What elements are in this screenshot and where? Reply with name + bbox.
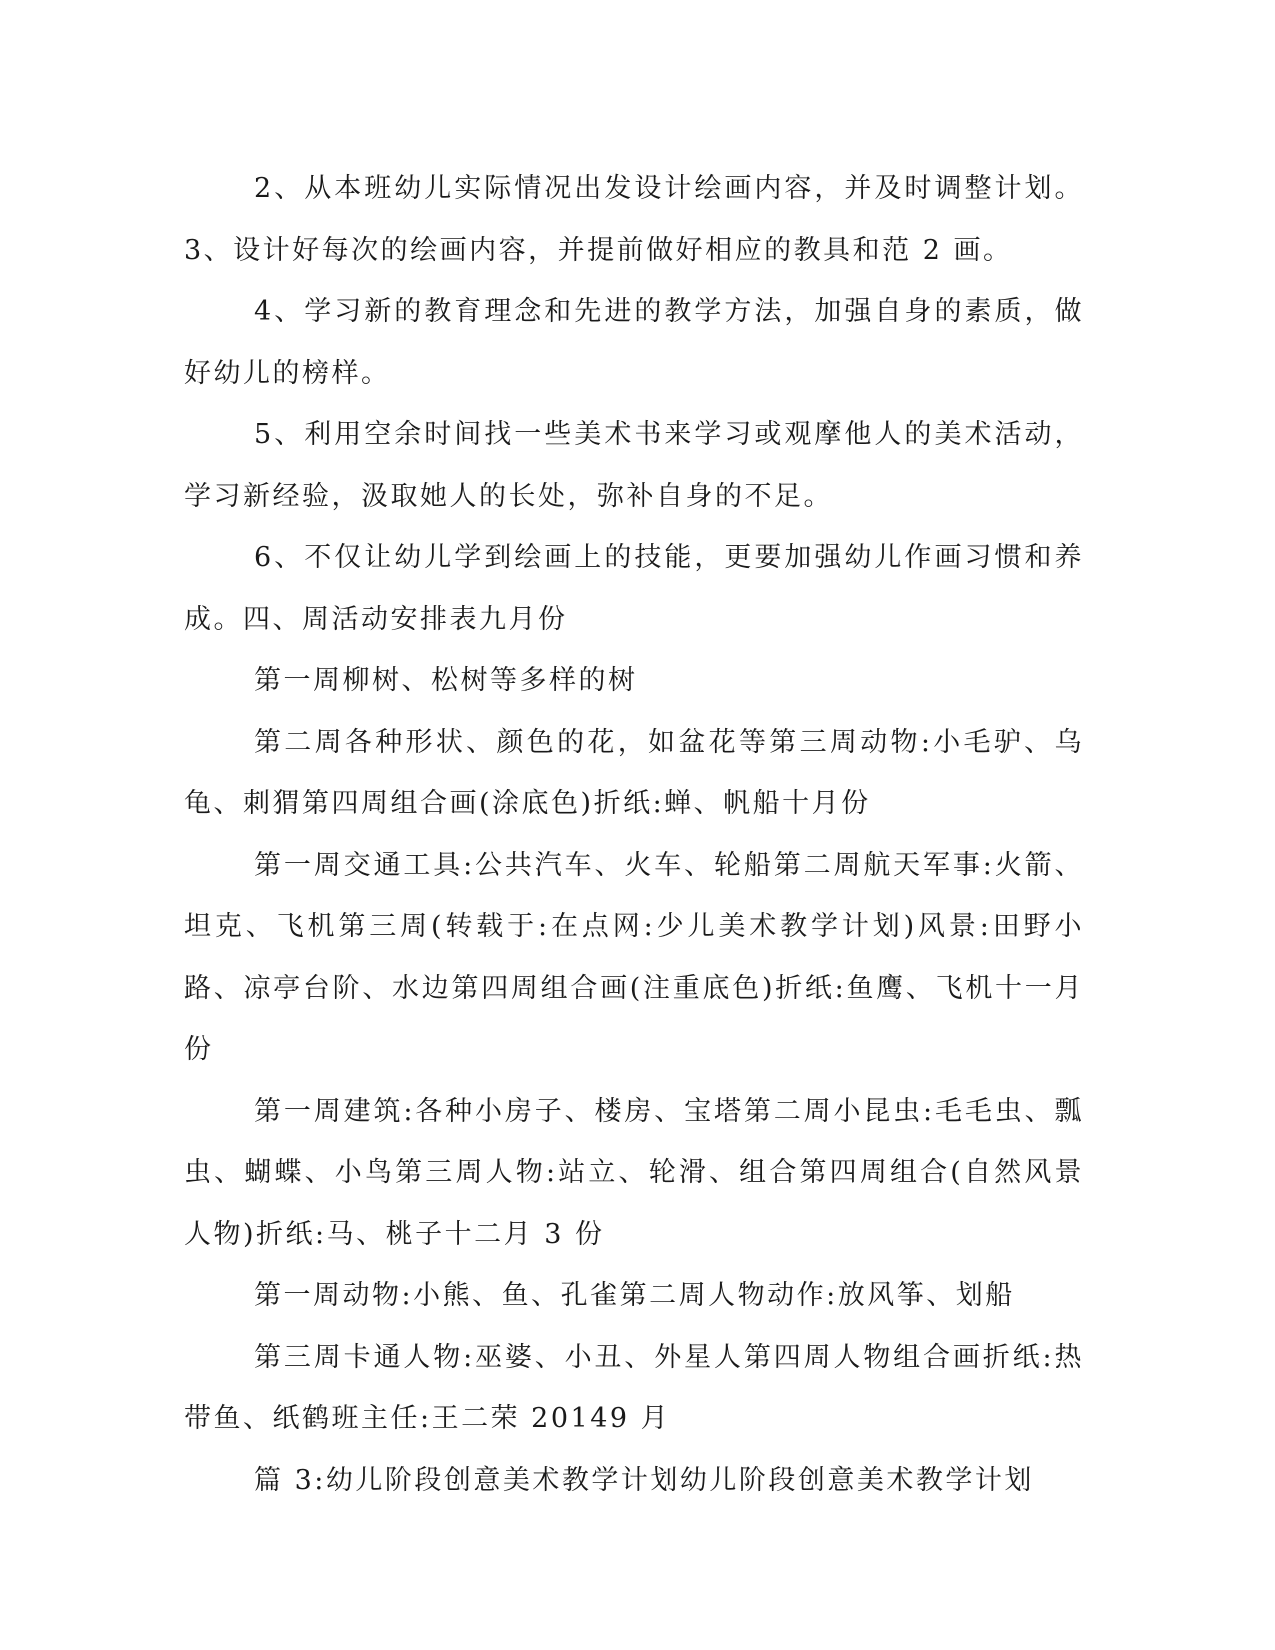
paragraph-2: 4、学习新的教育理念和先进的教学方法，加强自身的素质，做好幼儿的榜样。	[184, 296, 1084, 389]
paragraph-11: 篇 3:幼儿阶段创意美术教学计划幼儿阶段创意美术教学计划	[254, 1464, 1034, 1496]
paragraph-7: 第一周交通工具:公共汽车、火车、轮船第二周航天军事:火箭、坦克、飞机第三周(转载于:在点网:少儿美术教学计划)风景:田野小路、凉亭台阶、水边第四周组合画(注重底色)折纸:鱼鹰、飞机十一月份	[184, 849, 1084, 1065]
paragraph-6: 第二周各种形状、颜色的花，如盆花等第三周动物:小毛驴、乌龟、刺猬第四周组合画(涂底色)折纸:蝉、帆船十月份	[184, 726, 1084, 819]
paragraph-9: 第一周动物:小熊、鱼、孔雀第二周人物动作:放风筝、划船	[254, 1280, 1015, 1311]
paragraph-4: 6、不仅让幼儿学到绘画上的技能，更要加强幼儿作画习惯和养成。四、周活动安排表九月份	[184, 542, 1084, 635]
paragraph-10: 第三周卡通人物:巫婆、小丑、外星人第四周人物组合画折纸:热带鱼、纸鹤班主任:王二荣 20149 月	[184, 1341, 1084, 1434]
paragraph-5: 第一周柳树、松树等多样的树	[254, 665, 638, 696]
paragraph-3: 5、利用空余时间找一些美术书来学习或观摩他人的美术活动，学习新经验，汲取她人的长处，弥补自身的不足。	[184, 419, 1084, 512]
paragraph-8: 第一周建筑:各种小房子、楼房、宝塔第二周小昆虫:毛毛虫、瓢虫、蝴蝶、小鸟第三周人物:站立、轮滑、组合第四周组合(自然风景人物)折纸:马、桃子十二月 3 份	[184, 1095, 1084, 1250]
document-body	[184, 158, 1084, 1511]
paragraph-1: 2、从本班幼儿实际情况出发设计绘画内容，并及时调整计划。3、设计好每次的绘画内容，并提前做好相应的教具和范 2 画。	[184, 173, 1084, 266]
